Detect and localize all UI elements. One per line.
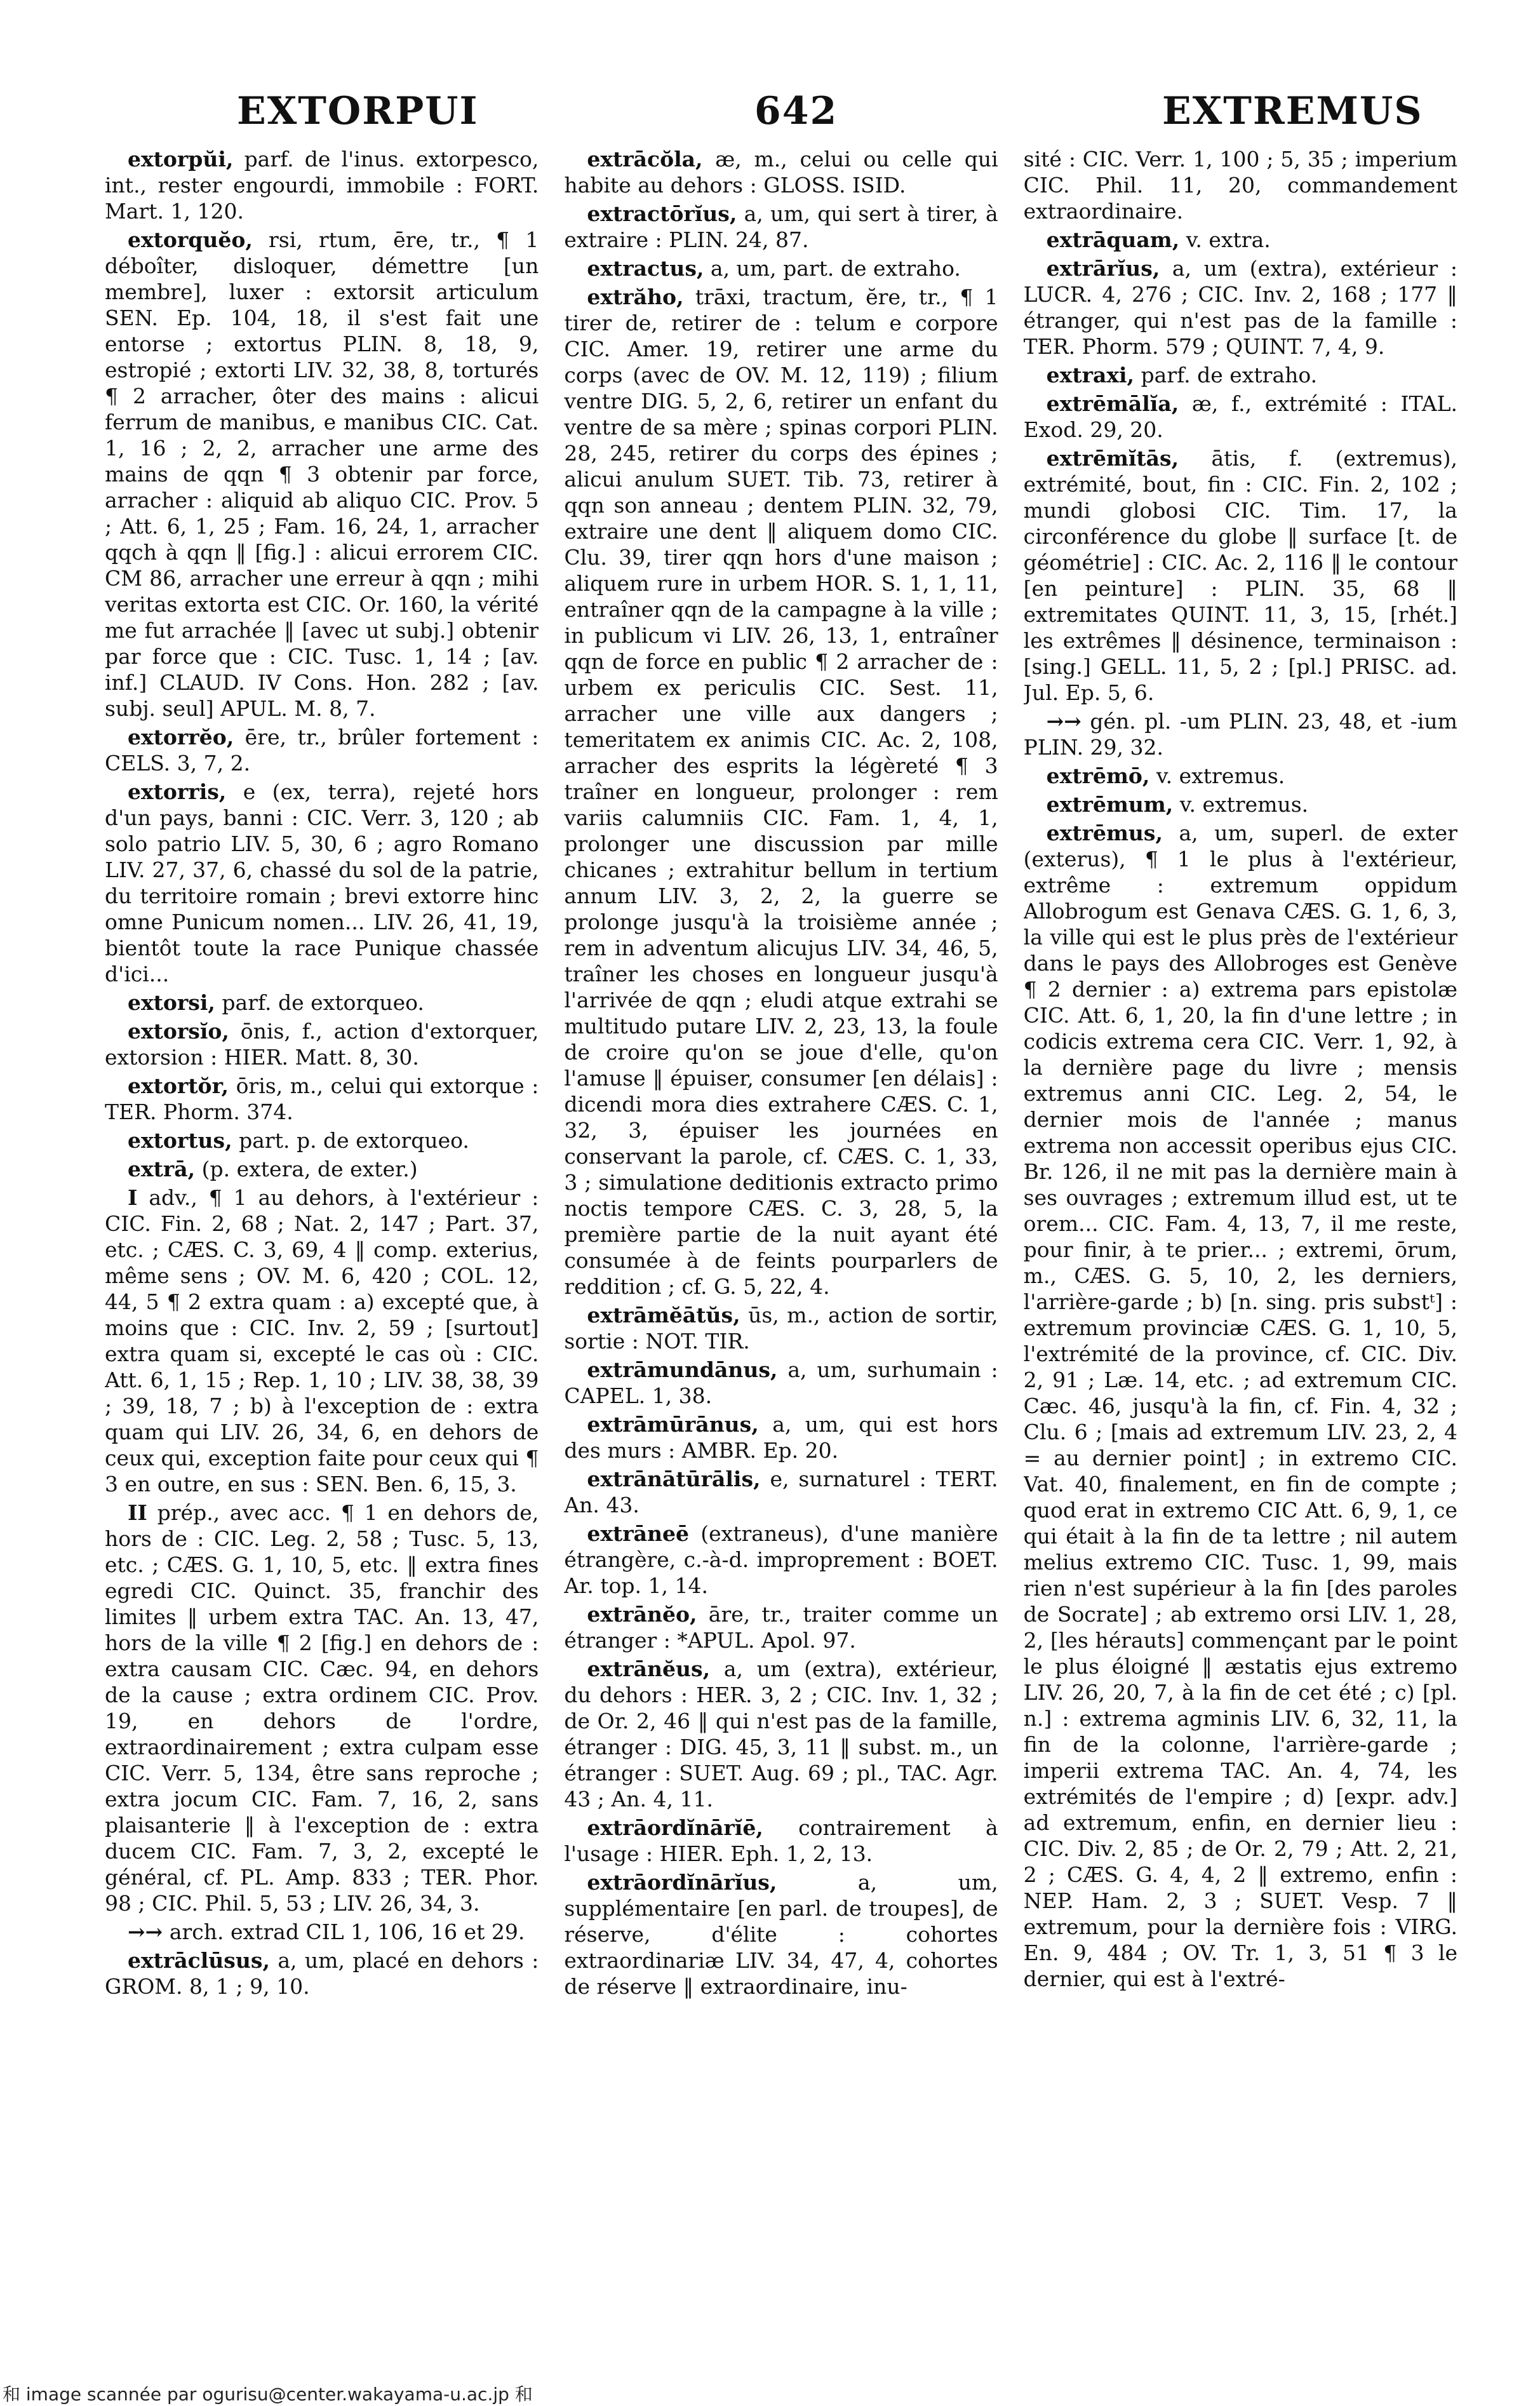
entry-headword: extrāquam, bbox=[1046, 227, 1180, 252]
entry-headword: extrānĕus, bbox=[587, 1657, 711, 1681]
entry-definition: æ, m., celui ou celle qui habite au dehors : GLOSS. ISID. bbox=[564, 147, 998, 198]
entry-definition: a, um (extra), extérieur, du dehors : HER. 3, 2 ; CIC. Inv. 1, 32 ; de Or. 2, 46 ‖ qui n'est pas de la famille, étranger : DIG. 45, 3, 11 ‖ subst. m., un étranger : SUET. Aug. 69 ; pl., TAC. Agr. 43 ; An. 4, 11. bbox=[564, 1657, 998, 1811]
entry-definition: (extraneus), d'une manière étrangère, c.-à-d. improprement : BOET. Ar. top. 1, 14. bbox=[564, 1521, 998, 1598]
dictionary-entry bbox=[105, 1919, 539, 1945]
entry-definition: parf. de extraho. bbox=[1141, 363, 1318, 387]
entry-headword: extrānĕo, bbox=[587, 1602, 697, 1627]
dictionary-entry bbox=[564, 1521, 998, 1599]
dictionary-entry bbox=[105, 724, 539, 776]
entry-headword: extrāordĭnārĭus, bbox=[587, 1870, 777, 1895]
entry-definition: æ, f., extrémité : ITAL. Exod. 29, 20. bbox=[1023, 391, 1457, 442]
entry-headword: extrāmūrānus, bbox=[587, 1412, 759, 1437]
dictionary-entry bbox=[1024, 362, 1457, 388]
dictionary-entry bbox=[1024, 391, 1457, 443]
dictionary-entry bbox=[564, 201, 998, 253]
entry-definition: ātis, f. (extremus), extrémité, bout, fin : CIC. Fin. 2, 102 ; mundi globosi CIC. Tim. 17, la circonférence du globe ‖ surface [t. de géométrie] : CIC. Ac. 2, 116 ‖ le contour [en peinture] : PLIN. 35, 68 ‖ extremitates QUINT. 11, 3, 15, [rhét.] les extrêmes ‖ désinence, terminaison : [sing.] GELL. 11, 5, 2 ; [pl.] PRISC. ad. Jul. Ep. 5, 6. bbox=[1023, 446, 1457, 705]
entry-definition: ōnis, f., action d'extorquer, extorsion : HIER. Matt. 8, 30. bbox=[105, 1019, 539, 1070]
entry-definition: v. extremus. bbox=[1179, 792, 1309, 817]
entry-definition: a, um, qui est hors des murs : AMBR. Ep. 20. bbox=[564, 1412, 998, 1463]
dictionary-entry bbox=[105, 1127, 539, 1153]
entry-definition: e, surnaturel : TERT. An. 43. bbox=[564, 1467, 998, 1517]
scan-credit: 和 image scannée par ogurisu@center.wakayama-u.ac.jp 和 bbox=[3, 2384, 533, 2405]
entry-headword: extrānātūrālis, bbox=[587, 1467, 761, 1491]
entry-headword: extractus, bbox=[587, 256, 704, 281]
entry-definition: prép., avec acc. ¶ 1 en dehors de, hors de : CIC. Leg. 2, 58 ; Tusc. 5, 13, etc. ; CÆS. G. 1, 10, 5, etc. ‖ extra fines egredi CIC. Quinct. 35, franchir des limites ‖ urbem extra TAC. An. 13, 47, hors de la ville ¶ 2 [fig.] en dehors de : extra causam CIC. Cæc. 94, en dehors de la cause ; extra ordinem CIC. Prov. 19, en dehors de l'ordre, extraordinairement ; extra culpam esse CIC. Verr. 5, 134, être sans reproche ; extra jocum CIC. Fam. 7, 16, 2, sans plaisanterie ‖ à l'exception de : extra ducem CIC. Fam. 7, 3, 2, excepté le général, cf. PL. Amp. 833 ; TER. Phor. 98 ; CIC. Phil. 5, 53 ; LIV. 26, 34, 3. bbox=[105, 1500, 539, 1916]
entry-definition: a, um (extra), extérieur : LUCR. 4, 276 ; CIC. Inv. 2, 168 ; 177 ‖ étranger, qui n'est pas de la famille : TER. Phorm. 579 ; QUINT. 7, 4, 9. bbox=[1023, 256, 1457, 359]
dictionary-entry bbox=[1024, 763, 1457, 789]
page-number: 642 bbox=[754, 89, 838, 133]
dictionary-entry bbox=[105, 1185, 539, 1497]
dictionary-entry bbox=[105, 1073, 539, 1125]
dictionary-entry bbox=[105, 1947, 539, 1999]
dictionary-entry bbox=[564, 255, 998, 281]
dictionary-entry bbox=[1024, 820, 1457, 1992]
right-guide-word: EXTREMUS bbox=[1162, 89, 1423, 133]
dictionary-columns bbox=[105, 146, 1457, 2293]
dictionary-entry bbox=[1024, 146, 1457, 224]
entry-headword: extrēmō, bbox=[1046, 763, 1150, 788]
column-right bbox=[1024, 146, 1457, 2293]
entry-headword: extrāmundānus, bbox=[587, 1357, 778, 1382]
entry-definition: a, um, supplémentaire [en parl. de troupes], de réserve, d'élite : cohortes extraordinariæ LIV. 34, 47, 4, cohortes de réserve ‖ extraordinaire, inu- bbox=[564, 1870, 998, 1999]
entry-headword: extraxi, bbox=[1046, 363, 1135, 387]
entry-headword: extorquĕo, bbox=[128, 227, 253, 252]
dictionary-entry bbox=[105, 1156, 539, 1182]
dictionary-entry bbox=[564, 1466, 998, 1518]
page-header bbox=[0, 70, 1540, 146]
dictionary-entry bbox=[1024, 445, 1457, 706]
entry-definition: trāxi, tractum, ĕre, tr., ¶ 1 tirer de, retirer de : telum e corpore CIC. Amer. 19, retirer une arme du corps (avec de OV. M. 12, 119) ; filium ventre DIG. 5, 2, 6, retirer un enfant du ventre de sa mère ; spinas corpori PLIN. 28, 245, retirer du corps des épines ; alicui anulum SUET. Tib. 73, retirer à qqn son anneau ; dentem PLIN. 32, 79, extraire une dent ‖ aliquem domo CIC. Clu. 39, tirer qqn hors d'une maison ; aliquem rure in urbem HOR. S. 1, 1, 11, entraîner qqn de la campagne à la ville ; in publicum vi LIV. 26, 13, 1, entraîner qqn de force en public ¶ 2 arracher de : urbem ex periculis CIC. Sest. 11, arracher une ville aux dangers ; temeritatem ex animis CIC. Ac. 2, 108, arracher des esprits la légèreté ¶ 3 traîner en longueur, prolonger : rem variis calumniis CIC. Fam. 1, 4, 1, prolonger une discussion par mille chicanes ; extrahitur bellum in tertium annum LIV. 3, 2, 2, la guerre se prolonge jusqu'à la troisième année ; rem in adventum alicujus LIV. 34, 46, 5, traîner les choses en longueur jusqu'à l'arrivée de qqn ; eludi atque extrahi se multitudo putare LIV. 2, 23, 13, la foule de croire qu'on se joue d'elle, qu'on l'amuse ‖ épuiser, consumer [en délais] : dicendi mora dies extrahere CÆS. C. 1, 32, 3, épuiser les journées en conservant la parole, cf. CÆS. C. 1, 33, 3 ; simulatione deditionis extracto primo noctis tempore CÆS. C. 3, 28, 5, la première partie de la nuit ayant été consumée à de feints pourparlers de reddition ; cf. G. 5, 22, 4. bbox=[564, 285, 998, 1299]
entry-definition: v. extra. bbox=[1186, 227, 1271, 252]
entry-definition: a, um, placé en dehors : GROM. 8, 1 ; 9, 10. bbox=[105, 1948, 539, 1999]
entry-headword: extrāordĭnārĭē, bbox=[587, 1815, 763, 1840]
entry-headword: I bbox=[128, 1185, 138, 1210]
dictionary-entry bbox=[105, 779, 539, 987]
dictionary-entry bbox=[105, 227, 539, 722]
entry-headword: extorsi, bbox=[128, 990, 215, 1015]
entry-headword: extrēmālĭa, bbox=[1046, 391, 1179, 416]
entry-definition: adv., ¶ 1 au dehors, à l'extérieur : CIC. Fin. 2, 68 ; Nat. 2, 147 ; Part. 37, etc. ; CÆS. C. 3, 69, 4 ‖ comp. exterius, même sens ; OV. M. 6, 420 ; COL. 12, 44, 5 ¶ 2 extra quam : a) excepté que, à moins que : CIC. Inv. 2, 59 ; [surtout] extra quam si, excepté le cas où : CIC. Att. 6, 1, 15 ; Rep. 1, 10 ; LIV. 38, 38, 39 ; 39, 18, 7 ; b) à l'exception de : extra quam qui LIV. 26, 34, 6, en dehors de ceux qui, exception faite pour ceux qui ¶ 3 en outre, en sus : SEN. Ben. 6, 15, 3. bbox=[105, 1185, 539, 1496]
entry-headword: extrārĭus, bbox=[1046, 256, 1160, 281]
entry-headword: extrāneē bbox=[587, 1521, 689, 1546]
entry-definition: sité : CIC. Verr. 1, 100 ; 5, 35 ; imperium CIC. Phil. 11, 20, commandement extraordinaire. bbox=[1023, 147, 1457, 224]
dictionary-entry bbox=[564, 1656, 998, 1812]
entry-headword: extrēmĭtās, bbox=[1046, 446, 1179, 471]
entry-headword: extorpŭi, bbox=[128, 147, 234, 171]
entry-headword: II bbox=[128, 1500, 147, 1525]
entry-definition: a, um, superl. de exter (exterus), ¶ 1 le plus à l'extérieur, extrême : extremum oppidum Allobrogum est Genava CÆS. G. 1, 6, 3, la ville qui est le plus près de l'extérieur dans le pays des Allobroges est Genève ¶ 2 dernier : a) extrema pars epistolæ CIC. Att. 6, 1, 20, la fin d'une lettre ; in codicis extrema cera CIC. Verr. 1, 92, à la dernière page du livre ; mensis extremus anni CIC. Leg. 2, 54, le dernier mois de l'année ; manus extrema non accessit operibus ejus CIC. Br. 126, il ne mit pas la dernière main à ses ouvrages ; extremum illud est, ut te orem... CIC. Fam. 4, 13, 7, il me reste, pour finir, à te prier... ; extremi, ōrum, m., CÆS. G. 5, 10, 2, les derniers, l'arrière-garde ; b) [n. sing. pris substᵗ] : extremum provinciæ CÆS. G. 1, 10, 5, l'extrémité de la province, cf. CIC. Div. 2, 91 ; Læ. 14, etc. ; ad extremum CIC. Cæc. 46, jusqu'à la fin, cf. Fin. 4, 32 ; Clu. 6 ; [mais ad extremum LIV. 23, 2, 4 = au dernier point] ; in extremo CIC. Vat. 40, finalement, en fin de compte ; quod erat in extremo CIC Att. 6, 9, 1, ce qui était à la fin de ta lettre ; nil autem melius extremo CIC. Tusc. 1, 99, mais rien n'est supérieur à la fin [des paroles de Socrate] ; ab extremo orsi LIV. 1, 28, 2, [les hérauts] commençant par le point le plus éloigné ‖ æstatis ejus extremo LIV. 26, 20, 7, à la fin de cet été ; c) [pl. n.] : extrema agminis LIV. 6, 32, 11, la fin de la colonne, l'arrière-garde ; imperii extrema TAC. An. 4, 74, les extrémités de l'empire ; d) [expr. adv.] ad extremum, enfin, en dernier lieu : CIC. Div. 2, 85 ; de Or. 2, 79 ; Att. 2, 21, 2 ; CÆS. G. 4, 4, 2 ‖ extremo, enfin : NEP. Ham. 2, 3 ; SUET. Vesp. 7 ‖ extremum, pour la dernière fois : VIRG. En. 9, 484 ; OV. Tr. 1, 3, 51 ¶ 3 le dernier, qui est à l'extré- bbox=[1023, 821, 1457, 1991]
dictionary-entry bbox=[564, 284, 998, 1300]
entry-definition: ēre, tr., brûler fortement : CELS. 3, 7, 2. bbox=[105, 725, 539, 776]
dictionary-entry bbox=[564, 1869, 998, 1999]
entry-definition: ōris, m., celui qui extorque : TER. Phorm. 374. bbox=[105, 1073, 539, 1124]
dictionary-entry bbox=[105, 1500, 539, 1916]
entry-definition: a, um, qui sert à tirer, à extraire : PLIN. 24, 87. bbox=[564, 201, 998, 252]
entry-headword: extrēmum, bbox=[1046, 792, 1174, 817]
entry-definition: a, um, surhumain : CAPEL. 1, 38. bbox=[564, 1357, 998, 1408]
entry-headword: extractōrĭus, bbox=[587, 201, 737, 226]
entry-definition: v. extremus. bbox=[1156, 763, 1285, 788]
dictionary-entry bbox=[1024, 255, 1457, 360]
left-guide-word: EXTORPUI bbox=[237, 89, 479, 133]
entry-definition: part. p. de extorqueo. bbox=[239, 1128, 469, 1153]
dictionary-entry bbox=[564, 1411, 998, 1463]
entry-definition: parf. de l'inus. extorpesco, int., rester engourdi, immobile : FORT. Mart. 1, 120. bbox=[105, 147, 539, 224]
dictionary-entry bbox=[564, 1302, 998, 1354]
entry-headword: extrā, bbox=[128, 1157, 196, 1181]
entry-headword: extrēmus, bbox=[1046, 821, 1163, 845]
entry-headword: extorris, bbox=[128, 779, 227, 804]
column-left bbox=[105, 146, 539, 2293]
entry-headword: extortus, bbox=[128, 1128, 232, 1153]
dictionary-entry bbox=[1024, 227, 1457, 253]
entry-definition: a, um, part. de extraho. bbox=[710, 256, 961, 281]
entry-definition: gén. pl. -um PLIN. 23, 48, et -ium PLIN. 29, 32. bbox=[1023, 709, 1457, 760]
entry-headword: extrācŏla, bbox=[587, 147, 703, 171]
entry-headword: extorrĕo, bbox=[128, 725, 234, 749]
entry-definition: parf. de extorqueo. bbox=[222, 990, 424, 1015]
dictionary-entry bbox=[564, 1815, 998, 1867]
dictionary-entry bbox=[105, 146, 539, 224]
dictionary-entry bbox=[564, 146, 998, 198]
entry-headword: extrāmĕātŭs, bbox=[587, 1303, 740, 1327]
dictionary-entry bbox=[564, 1601, 998, 1653]
entry-definition: contrairement à l'usage : HIER. Eph. 1, 2, 13. bbox=[564, 1815, 998, 1866]
entry-definition: ūs, m., action de sortir, sortie : NOT. TIR. bbox=[564, 1303, 998, 1354]
dictionary-entry bbox=[105, 1018, 539, 1070]
entry-definition: rsi, rtum, ēre, tr., ¶ 1 déboîter, disloquer, démettre [un membre], luxer : extorsit articulum SEN. Ep. 104, 18, il s'est fait une entorse ; extortus PLIN. 8, 18, 9, estropié ; extorti LIV. 32, 38, 8, torturés ¶ 2 arracher, ôter des mains : alicui ferrum de manibus, e manibus CIC. Cat. 1, 16 ; 2, 2, arracher une arme des mains de qqn ¶ 3 obtenir par force, arracher : aliquid ab aliquo CIC. Prov. 5 ; Att. 6, 1, 25 ; Fam. 16, 24, 1, arracher qqch à qqn ‖ [fig.] : alicui errorem CIC. CM 86, arracher une erreur à qqn ; mihi veritas extorta est CIC. Or. 160, la vérité me fut arrachée ‖ [avec ut subj.] obtenir par force que : CIC. Tusc. 1, 14 ; [av. inf.] CLAUD. IV Cons. Hon. 282 ; [av. subj. seul] APUL. M. 8, 7. bbox=[105, 227, 539, 721]
dictionary-entry bbox=[105, 990, 539, 1016]
entry-headword: extortŏr, bbox=[128, 1073, 229, 1098]
dictionary-entry bbox=[564, 1357, 998, 1409]
entry-definition: (p. extera, de exter.) bbox=[201, 1157, 418, 1181]
entry-headword: →→ bbox=[128, 1919, 163, 1944]
entry-headword: extrăho, bbox=[587, 285, 684, 309]
entry-definition: āre, tr., traiter comme un étranger : *APUL. Apol. 97. bbox=[564, 1602, 998, 1653]
dictionary-entry bbox=[1024, 708, 1457, 760]
entry-headword: extorsĭo, bbox=[128, 1019, 229, 1044]
entry-definition: arch. extrad CIL 1, 106, 16 et 29. bbox=[169, 1919, 525, 1944]
dictionary-entry bbox=[1024, 791, 1457, 817]
column-middle bbox=[564, 146, 998, 2293]
entry-headword: extrāclūsus, bbox=[128, 1948, 270, 1973]
entry-definition: e (ex, terra), rejeté hors d'un pays, banni : CIC. Verr. 3, 120 ; ab solo patrio LIV. 5, 30, 6 ; agro Romano LIV. 27, 37, 6, chassé du sol de la patrie, du territoire romain ; brevi extorre hinc omne Punicum nomen... LIV. 26, 41, 19, bientôt toute la race Punique chassée d'ici... bbox=[105, 779, 539, 986]
entry-headword: →→ bbox=[1046, 709, 1081, 734]
